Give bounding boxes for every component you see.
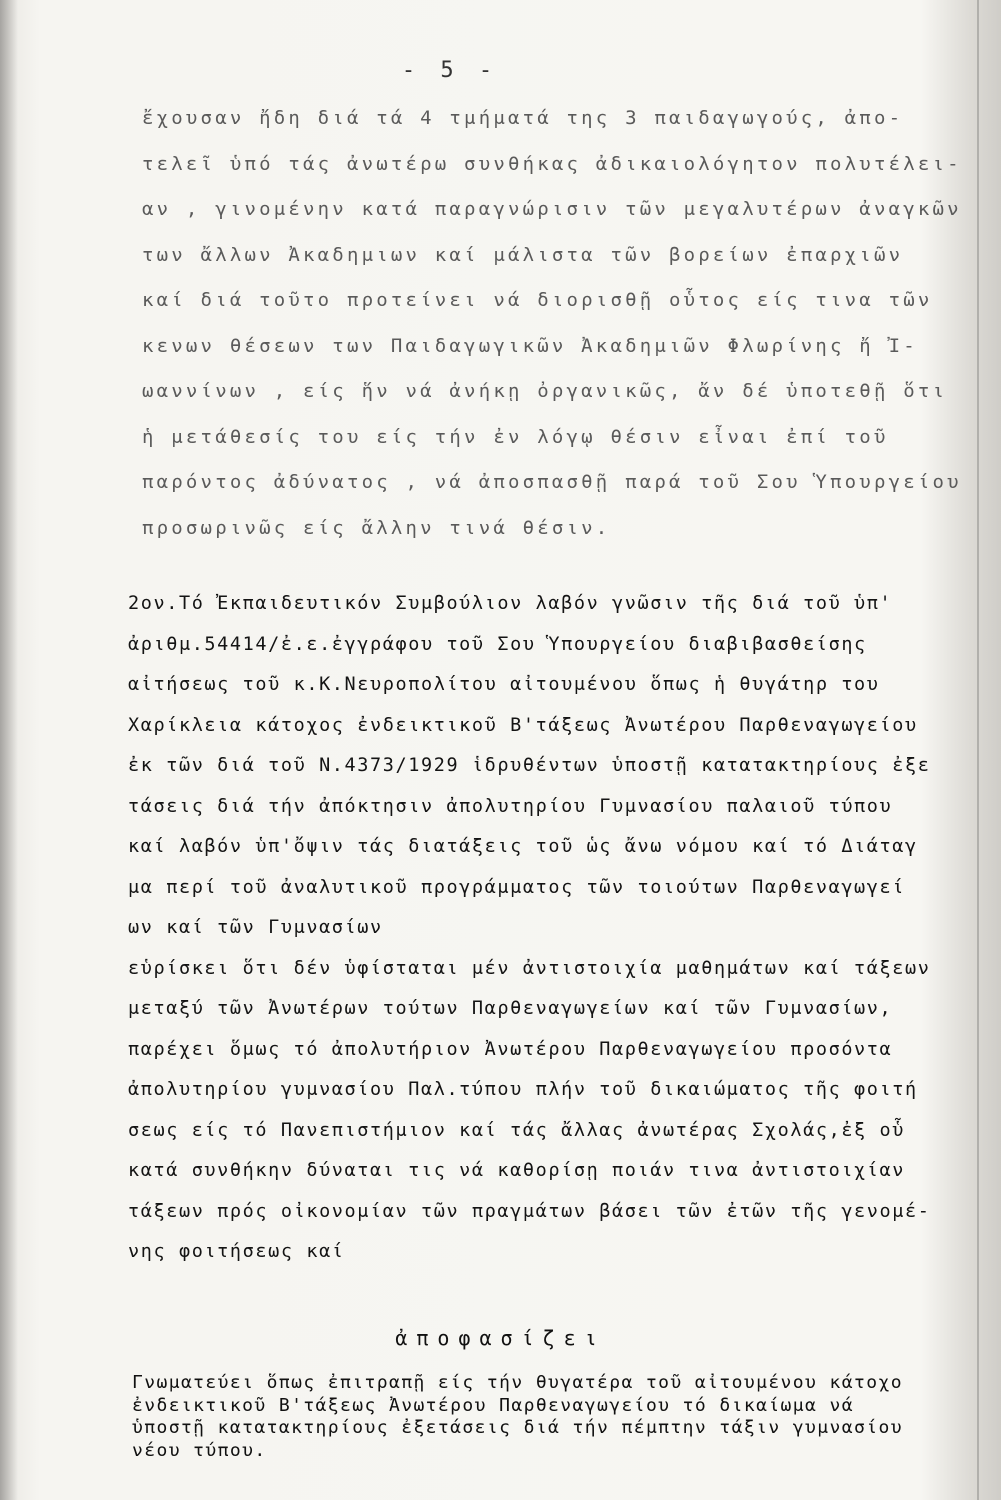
paragraph-2-line: Χαρίκλεια κάτοχος ἐνδεικτικοῦ Β'τάξεως Ἀνωτέρου Παρθεναγωγείου: [128, 714, 918, 736]
paragraph-2-line: ων καί τῶν Γυμνασίων: [128, 917, 383, 938]
decision-heading: ἀποφασίζει: [395, 1326, 606, 1350]
paragraph-2-line: μα περί τοῦ ἀναλυτικοῦ προγράμματος τῶν τοιούτων Παρθεναγωγεί: [128, 876, 906, 898]
paragraph-2-line: τάξεων πρός οἰκονομίαν τῶν πραγμάτων βάσει τῶν ἐτῶν τῆς γενομέ-: [128, 1200, 931, 1222]
paragraph-2-line: καί λαβόν ὑπ'ὄψιν τάς διατάξεις τοῦ ὡς ἄνω νόμου καί τό Διάταγ: [128, 836, 918, 857]
paragraph-2-line: αἰτήσεως τοῦ κ.Κ.Νευροπολίτου αἰτουμένου ὅπως ἡ θυγάτηρ του: [128, 674, 880, 695]
paragraph-1-line: ἡ μετάθεσίς του είς τήν ἐν λόγῳ θέσιν εἶναι ἐπί τοῦ: [142, 425, 889, 448]
decision-line: Γνωματεύει ὅπως ἐπιτραπῇ είς τήν θυγατέρα τοῦ αἰτουμένου κάτοχο: [132, 1372, 903, 1393]
paragraph-1-line: προσωρινῶς είς ἄλλην τινά θέσιν.: [142, 516, 611, 539]
paragraph-2-line: ἀριθμ.54414/ἐ.ε.ἐγγράφου τοῦ Σου Ὑπουργείου διαβιβασθείσης: [128, 633, 867, 655]
paragraph-1-line: ωαννίνων , είς ἥν νά ἀνήκῃ ὀργανικῶς, ἄν δέ ὑποτεθῇ ὅτι: [142, 380, 948, 402]
paragraph-2-line: ἀπολυτηρίου γυμνασίου Παλ.τύπου πλήν τοῦ δικαιώματος τῆς φοιτή: [128, 1079, 918, 1100]
paragraph-2-line: εὑρίσκει ὅτι δέν ὑφίσταται μέν ἀντιστοιχία μαθημάτων καί τάξεων: [128, 957, 931, 979]
paragraph-1-line: παρόντος ἀδύνατος , νά ἀποσπασθῇ παρά τοῦ Σου Ὑπουργείου: [142, 471, 962, 493]
paragraph-1: [142, 96, 962, 551]
paragraph-1-line: κενων θέσεων των Παιδαγωγικῶν Ἀκαδημιῶν Φλωρίνης ἤ Ἰ-: [142, 334, 918, 357]
paragraph-1-line: τελεῖ ὑπό τάς ἀνωτέρω συνθήκας ἀδικαιολόγητον πολυτέλει-: [142, 152, 962, 175]
paragraph-1-line: αν , γινομένην κατά παραγνώρισιν τῶν μεγαλυτέρων ἀναγκῶν: [142, 198, 962, 220]
paragraph-2-line: μεταξύ τῶν Ἀνωτέρων τούτων Παρθεναγωγείων καί τῶν Γυμνασίων,: [128, 998, 893, 1019]
paragraph-2-line: παρέχει ὅμως τό ἀπολυτήριον Ἀνωτέρου Παρθεναγωγείου προσόντα: [128, 1038, 893, 1060]
page-number: - 5 -: [401, 58, 499, 83]
decision-line: ἐνδεικτικοῦ Β'τάξεως Ἀνωτέρου Παρθεναγωγείου τό δικαίωμα νά: [132, 1394, 854, 1416]
page-fold-line: [977, 0, 979, 1500]
paragraph-2-line: ἐκ τῶν διά τοῦ Ν.4373/1929 ἱδρυθέντων ὑποστῇ κατατακτηρίους ἐξε: [128, 755, 931, 776]
paragraph-2-line: σεως είς τό Πανεπιστήμιον καί τάς ἄλλας ἀνωτέρας Σχολάς,ἐξ οὗ: [128, 1119, 906, 1141]
page-edge-shadow: [0, 0, 18, 1500]
decision-line: ὑποστῇ κατατακτηρίους ἐξετάσεις διά τήν πέμπτην τάξιν γυμνασίου: [132, 1417, 903, 1438]
paragraph-1-line: ἔχουσαν ἤδη διά τά 4 τμήματά της 3 παιδαγωγούς, ἀπο-: [142, 107, 904, 129]
paragraph-2-line: κατά συνθήκην δύναται τις νά καθορίσῃ ποιάν τινα ἀντιστοιχίαν: [128, 1160, 906, 1181]
paragraph-2-line: 2ον.Τό Ἐκπαιδευτικόν Συμβούλιον λαβόν γνῶσιν τῆς διά τοῦ ὑπ': [128, 593, 893, 614]
decision-text: [132, 1372, 972, 1462]
paragraph-1-line: καί διά τοῦτο προτείνει νά διορισθῇ οὗτος είς τινα τῶν: [142, 289, 933, 311]
paragraph-2: [128, 584, 968, 1273]
paragraph-1-line: των ἄλλων Ἀκαδημιων καί μάλιστα τῶν βορείων ἐπαρχιῶν: [142, 243, 904, 266]
paragraph-2-line: νης φοιτήσεως καί: [128, 1241, 345, 1262]
paragraph-2-line: τάσεις διά τήν ἀπόκτησιν ἀπολυτηρίου Γυμνασίου παλαιοῦ τύπου: [128, 795, 893, 817]
decision-line: νέου τύπου.: [132, 1439, 267, 1461]
